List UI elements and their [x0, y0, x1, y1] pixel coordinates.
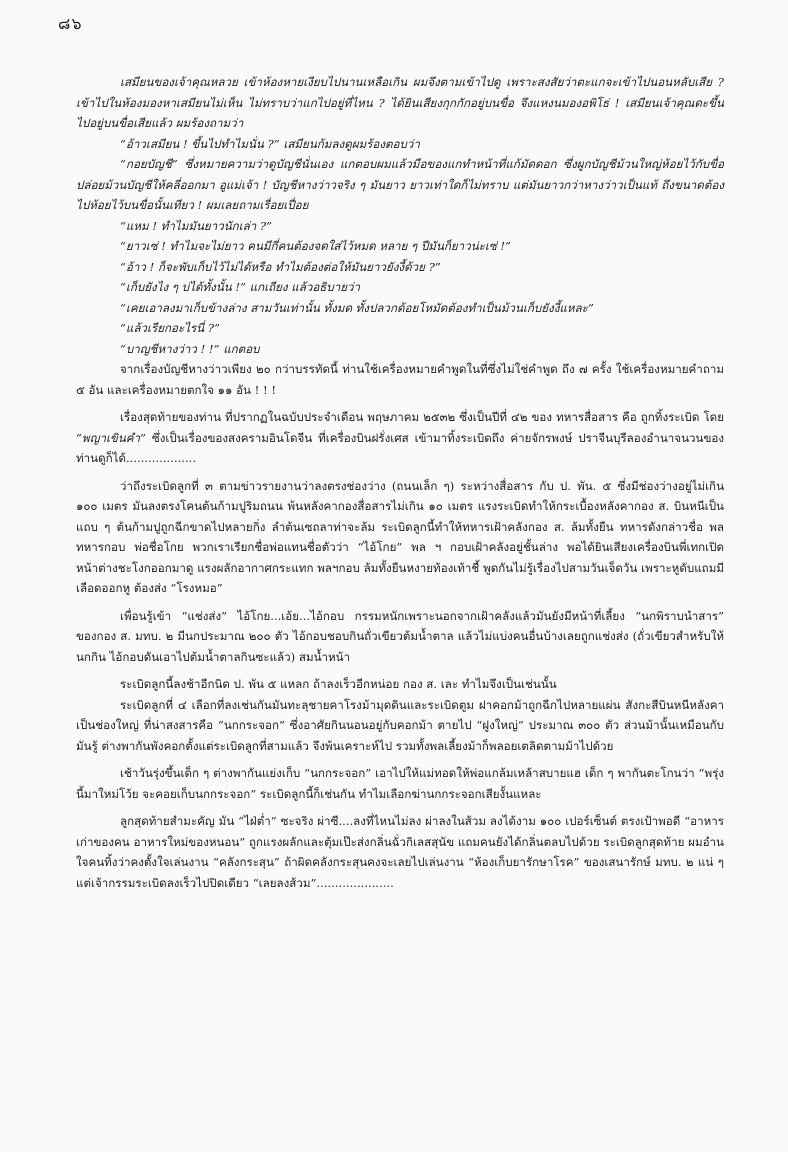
paragraph: เสมียนของเจ้าคุณหลวย เข้าห้องหายเงียบไปนานเหลือเกิน ผมจึงตามเข้าไปดู เพราะสงสัยว่าตะแกจะเข้าไปนอนหลับเสีย ? เข้าไปในห้องมองหาเสมียนไม่เห็น ไม่ทราบว่าแกไปอยู่ที่ไหน ? ได้ยินเสียงกุกกักอยู่บนขื่อ จึงแหงนมองอพิโธ่ ! เสมียนเจ้าคุณดะขึ้นไปอยู่บนขื่อเสียแล้ว ผมร้องถามว่า	[76, 75, 724, 130]
paragraph: ระเบิดลูกที่ ๔ เลือกที่ลงเช่นกันมันทะลุชายคาโรงม้ามุดดินและระเบิดตูม ฝาคอกม้าถูกฉีกไปหลายแผ่น สังกะสีบินหนีหลังคาเป็นช่องใหญ่ ที่น่าสงสารคือ “นกกระจอก” ซึ่งอาศัยกินนอนอยู่กับคอกม้า ตายไป “ฝูงใหญ่” ประมาณ ๓๐๐ ตัว ส่วนม้านั้นเหมือนกับมันรู้ ต่างพากันพังคอกตั้งแต่ระเบิดลูกที่สามแล้ว จึงพ้นเคราะห์ไป รวมทั้งพลเลี้ยงม้าก็พลอยเตลิดตามม้าไปด้วย	[76, 697, 724, 753]
paragraph: “กอยบัญชี” ซึ่งหมายความว่าดูบัญชีนั่นเอง แกตอบผมแล้วมือของแกทำหน้าที่แก้มัดดอก ซึ่งผูกบัญชีม้วนใหญ่ห้อยไว้กับขื่อ ปล่อยม้วนบัญชีให้คลี่ออกมา อูแม่เจ้า ! บัญชีหางว่าวจริง ๆ มันยาว ยาวเท่าใดก็ไม่ทราบ แต่มันยาวกว่าหางว่าวเป็นแท้ ถึงขนาดต้องไปห้อยไว้บนขื่อนั้นเทียว ! ผมเลยถามเรื่อยเปื่อย	[76, 157, 724, 212]
dialogue-line: “เคยเอาลงมาเก็บข้างล่าง สามวันเท่านั้น ทั้งมด ทั้งปลวกด้อยโหมัดต้องทำเป็นม้วนเก็บยังงี้แหละ”	[120, 300, 594, 315]
body-text	[76, 72, 724, 893]
dialogue-line: “เก็บยังไง ๆ บ่ได้ทั้งนั้น !” แกเถียง แล้วอธิบายว่า	[120, 280, 361, 294]
paragraph	[76, 407, 724, 469]
paragraph: ว่าถึงระเบิดลูกที่ ๓ ตามข่าวรายงานว่าลงตรงช่องว่าง (ถนนเล็ก ๆ) ระหว่างสื่อสาร กับ ป. พัน. ๕ ซึ่งมีช่องว่างอยู่ไม่เกิน ๑๐๐ เมตร มันลงตรงโคนต้นก้ามปูริมถนน พ้นหลังคากองสื่อสารไม่เกิน ๑๐ เมตร แรงระเบิดทำให้กระเบื้องหลังคากอง ส. บินหนีเป็นแถบ ๆ ต้นก้ามปูถูกฉีกขาดไปหลายกิ่ง ลำต้นเซถลาท่าจะล้ม ระเบิดลูกนี้ทำให้ทหารเฝ้าคลังกอง ส. ล้มทั้งยืน ทหารดังกล่าวชื่อ พลทหารกอบ พ่อชื่อโกย พวกเราเรียกชื่อพ่อแทนชื่อตัวว่า “ไอ้โกย” พล ฯ กอบเฝ้าคลังอยู่ชั้นล่าง พอได้ยินเสียงเครื่องบินพี่เทกเปิดหน้าต่างชะโงกออกมาดู แรงผลักอากาศกระแทก พลฯกอบ ล้มทั้งยืนหงายท้องเท้าชี้ พูดกันไม่รู้เรื่องไปสามวันเจ็ดวัน เพราะหูดับแถมมีเลือดออกหู ต้องส่ง “โรงหมอ”	[76, 478, 724, 595]
dialogue-line: “แหม ! ทำไมมันยาวนักเล่า ?”	[120, 218, 273, 233]
dialogue-line: “ยาวเซ่ ! ทำไมจะไม่ยาว คนมีกี่คนต้องจดใส่ไว้หมด หลาย ๆ ปีมันก็ยาวน่ะเซ่ !”	[120, 239, 511, 253]
paragraph-part: ซึ่งเป็นเรื่องของสงครามอินโดจีน ที่เครื่องบินฝรั่งเศส เข้ามาทิ้งระเบิดถึง ค่ายจักรพงษ์ ปราจีนบุรีลองอำนาจนวนของท่านดูก็ได้...................	[76, 430, 724, 465]
article-title: “พญาเขินคำ”	[76, 430, 146, 445]
paragraph: เช้าวันรุ่งขึ้นเด็ก ๆ ต่างพากันแย่งเก็บ “นกกระจอก” เอาไปให้แม่ทอดให้พ่อแกล้มเหล้าสบายแฮ เด็ก ๆ พากันตะโกนว่า “พรุ่งนี้มาใหม่โว้ย จะคอยเก็บนกกระจอก” ระเบิดลูกนี้ก็เช่นกัน ทำไมเลือกฆ่านกกระจอกเสียงั้นแหละ	[76, 766, 724, 801]
paragraph: จากเรื่องบัญชีหางว่าวเพียง ๒๐ กว่าบรรทัดนี้ ท่านใช้เครื่องหมายคำพูดในที่ซึ่งไม่ใช่คำพูด ถึง ๗ ครั้ง ใช้เครื่องหมายคำถาม ๕ อัน และเครื่องหมายตกใจ ๑๑ อัน ! ! !	[76, 362, 724, 397]
dialogue-line: “อ้าว ! ก็จะพับเก็บไว้ไม่ได้หรือ ทำไมต้องต่อให้มันยาวยังงี้ด้วย ?”	[120, 259, 441, 274]
dialogue-line: “อ้าวเสมียน ! ขึ้นไปทำไมนั่น ?” เสมียนก้มลงดูผมร้องตอบว่า	[120, 136, 420, 151]
dialogue-line: “บาญชีหางว่าว ! !” แกตอบ	[120, 341, 260, 356]
paragraph: เพื่อนรู้เข้า “แช่งส่ง” ไอ้โกย...เอ้ย...ไอ้กอบ กรรมหนักเพราะนอกจากเฝ้าคลังแล้วมันยังมีหน้าที่เลี้ยง “นกพิราบนำสาร” ของกอง ส. มทบ. ๒ มีนกประมาณ ๒๐๐ ตัว ไอ้กอบชอบกินถั่วเขียวต้มน้ำตาล แล้วไม่แบ่งคนอื่นบ้างเลยถูกแช่งส่ง (ถั่วเขียวสำหรับให้นกกิน ไอ้กอบดันเอาไปต้มน้ำตาลกินซะแล้ว) สมน้ำหน้า	[76, 608, 724, 664]
paragraph: ลูกสุดท้ายสำมะคัญ มัน “ไฝ่ต่ำ” ซะจริง ผ่าซี....ลงที่ไหนไม่ลง ผ่าลงในส้วม ลงได้งาม ๑๐๐ เปอร์เซ็นต์ ตรงเป้าพอดี “อาหารเก่าของคน อาหารใหม่ของหนอน” ถูกแรงผลักและตุ้มเป๊ะส่งกลิ่นฉั่วกิเลสสุนัข แถมคนยังได้กลิ่นตลบไปด้วย ระเบิดลูกสุดท้าย ผมอำนใจคนทิ้งว่าคงตั้งใจเล่นงาน “คลังกระสุน” ถ้าผิดคลังกระสุนคงจะเลยไปเล่นงาน “ห้องเก็บยารักษาโรค” ของเสนารักษ์ มทบ. ๒ แน่ ๆ แต่เจ้ากรรมระเบิดลงเร็วไปปิดเดียว “เลยลงส้วม”.....................	[76, 814, 724, 890]
paragraph: ระเบิดลูกนี้ลงช้าอีกนิด ป. พัน ๕ แหลก ถ้าลงเร็วอีกหน่อย กอง ส. เละ ทำไมจึงเป็นเช่นนั้น	[120, 677, 557, 691]
paragraph-part: เรื่องสุดท้ายของท่าน ที่ปรากฏในฉบับประจำเดือน พฤษภาคม ๒๕๓๒ ซึ่งเป็นปีที่ ๔๒ ของ ทหารสื่อสาร คือ ถูกทิ้งระเบิด โดย	[120, 410, 724, 424]
page-number: ๘๖	[58, 14, 83, 33]
dialogue-line: “แล้วเรียกอะไรนี่ ?”	[120, 321, 221, 335]
